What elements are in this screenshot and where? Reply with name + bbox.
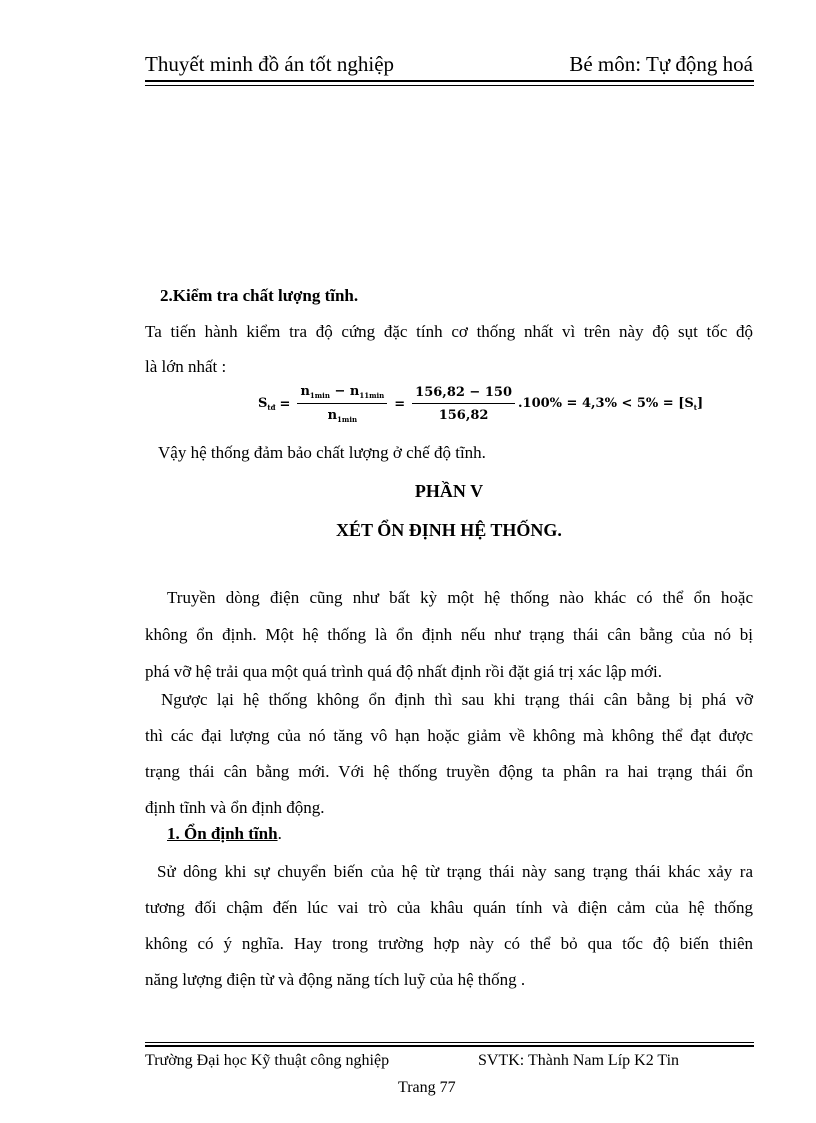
formula-lhs: $S_{tđ}$	[258, 396, 276, 412]
paragraph-line: Sử dông khi sự chuyển biến của hệ từ trạng thái này sang trạng thái khác xảy ra	[157, 862, 753, 881]
page-number: Trang 77	[398, 1079, 456, 1096]
paragraph-line: định tĩnh và ổn định động.	[145, 798, 325, 817]
paragraph-line: Ngược lại hệ thống không ổn định thì sau khi trạng thái cân bằng bị phá vỡ	[161, 690, 753, 709]
footer-rule-thick	[145, 1045, 754, 1047]
paragraph-line: là lớn nhất :	[145, 357, 227, 376]
paragraph-line: phá vỡ hệ trải qua một quá trình quá độ nhất định rồi đặt giá trị xác lập mới.	[145, 662, 662, 681]
paragraph-line: trạng thái cân bằng mới. Với hệ thống truyền động ta phân ra hai trạng thái ổn	[145, 762, 753, 781]
part-subtitle: XÉT ỔN ĐỊNH HỆ THỐNG.	[336, 520, 562, 540]
paragraph-line: Truyền dòng điện cũng như bất kỳ một hệ thống nào khác có thể ổn hoặc	[167, 588, 753, 607]
footer-rule-thin	[145, 1042, 754, 1043]
formula-fraction-1: $\frac{n_{1min} - n_{11min}}{n_{1min}}$	[297, 384, 387, 424]
conclusion-text: Vậy hệ thống đảm bảo chất lượng ở chế độ tĩnh.	[158, 443, 486, 462]
footer-student: SVTK: Thành Nam Líp K2 Tin	[478, 1052, 680, 1069]
section-heading: 2.Kiểm tra chất lượng tĩnh.	[160, 286, 359, 305]
subsection-heading: 1. Ổn định tĩnh.	[167, 824, 282, 843]
formula-result: $.100\% = 4,3\% < 5\% = [S_t]$	[518, 396, 704, 412]
header-rule-thin	[145, 85, 754, 86]
header-department: Bé môn: Tự động hoá	[569, 52, 753, 76]
quality-formula: $S_{tđ}$ = $\frac{n_{1min} - n_{11min}}{n_{1min}}$ = $\frac{156,82 - 150}{156,82}$ $.100\% = 4,3\% < 5\% = [S_t]$	[258, 384, 704, 424]
paragraph-line: không ổn định. Một hệ thống là ổn định nếu như trạng thái cân bằng của nó bị	[145, 625, 753, 644]
header-title: Thuyết minh đồ án tốt nghiệp	[145, 52, 395, 76]
paragraph-line: tương đối chậm đến lúc vai trò của khâu quán tính và điện cảm của hệ thống	[145, 898, 753, 917]
paragraph-line: thì các đại lượng của nó tăng vô hạn hoặc giảm về không mà không thể đạt được	[145, 726, 753, 745]
footer-school: Trường Đại học Kỹ thuật công nghiệp	[145, 1052, 390, 1069]
part-title: PHẦN V	[414, 481, 484, 501]
formula-fraction-2: $\frac{156,82 - 150}{156,82}$	[412, 385, 515, 423]
header-rule-thick	[145, 80, 754, 82]
paragraph-line: không có ý nghĩa. Hay trong trường hợp này có thể bỏ qua tốc độ biến thiên	[145, 934, 753, 953]
paragraph-line: năng lượng điện từ và động năng tích luỹ của hệ thống .	[145, 970, 526, 989]
paragraph-line: Ta tiến hành kiểm tra độ cứng đặc tính cơ thống nhất vì trên này độ sụt tốc độ	[145, 322, 753, 341]
